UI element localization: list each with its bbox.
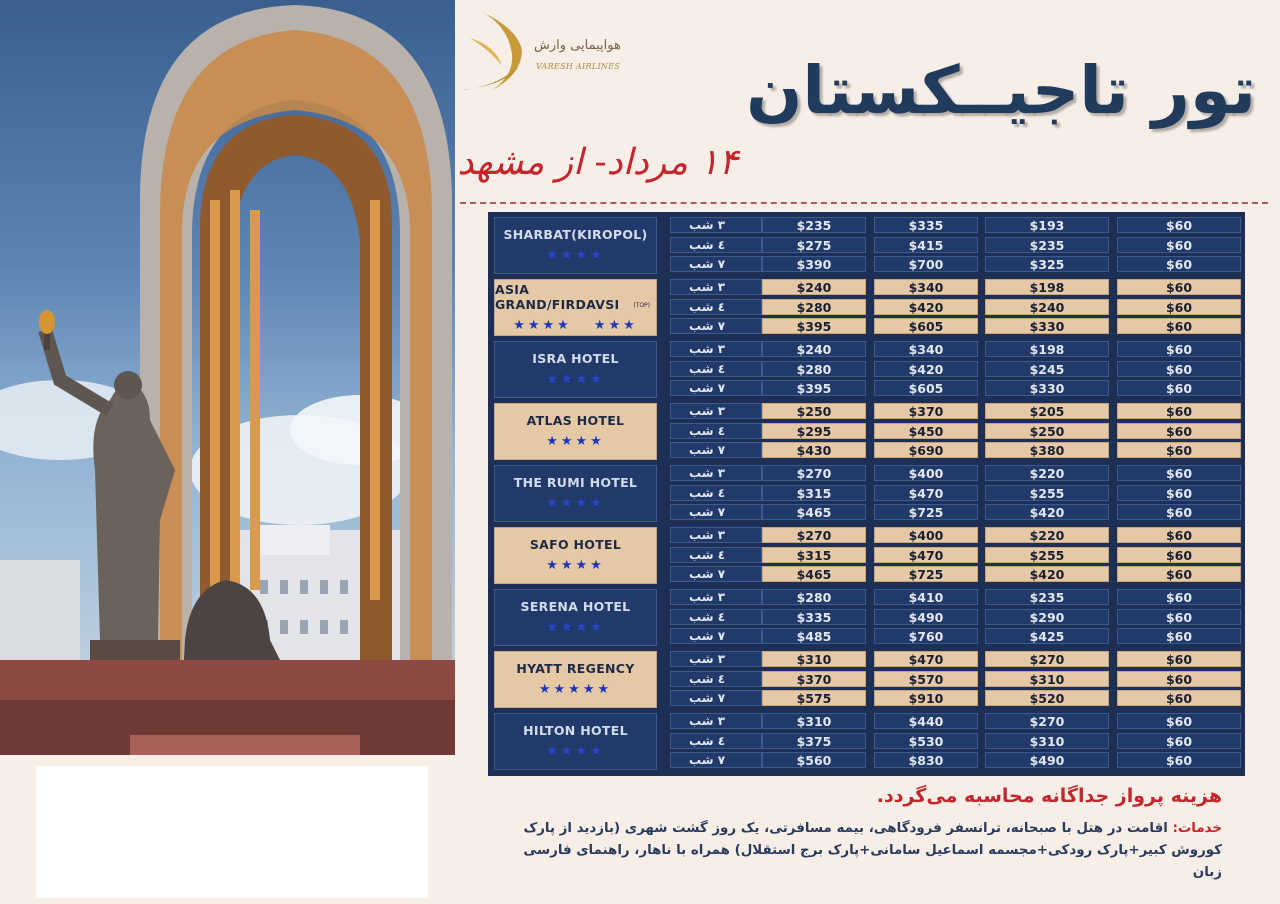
- price-cell: $400: [874, 465, 978, 481]
- services-text: اقامت در هتل با صبحانه، ترانسفر فرودگاهی، بیمه مسافرتی، یک روز گشت شهری (بازدید از پارک کوروش کبیر+پارک رودکی+مجسمه اسماعیل سامانی+پارک برج استقلال) همراه با ناهار، راهنمای فارسی زبان: [523, 821, 1222, 880]
- price-cell: $198: [985, 279, 1109, 295]
- price-cell: $605: [874, 380, 978, 396]
- price-cell: $310: [762, 651, 866, 667]
- monument-illustration: [0, 0, 455, 755]
- nights-cell: ٤ شب: [670, 609, 762, 625]
- nights-cell: ۷ شب: [670, 256, 762, 272]
- stars: ★★★★: [546, 248, 605, 264]
- hotel-name: SAFO HOTEL: [529, 537, 622, 553]
- nights-cell: ٤ شب: [670, 299, 762, 315]
- price-cell: $380: [985, 442, 1109, 458]
- price-cell: $245: [985, 361, 1109, 377]
- hotel-name: THE RUMI HOTEL: [513, 475, 638, 491]
- nights-cell: ۷ شب: [670, 318, 762, 334]
- price-cell: $520: [985, 690, 1109, 706]
- price-cell: $725: [874, 504, 978, 520]
- nights-cell: ٤ شب: [670, 733, 762, 749]
- stars: ★★★★: [546, 434, 605, 450]
- price-cell: $60: [1117, 504, 1241, 520]
- price-cell: $60: [1117, 547, 1241, 563]
- star-rating-icon: [513, 318, 638, 333]
- hotel-name: SHARBAT(KIROPOL): [503, 227, 648, 243]
- price-cell: $575: [762, 690, 866, 706]
- hotel-name-cell: [494, 713, 657, 770]
- nights-cell: ۳ شب: [670, 217, 762, 233]
- price-cell: $60: [1117, 361, 1241, 377]
- dashed-divider: [460, 202, 1268, 204]
- price-cell: $240: [762, 279, 866, 295]
- price-cell: $205: [985, 403, 1109, 419]
- price-cell: $410: [874, 589, 978, 605]
- stars: ★★★★: [513, 317, 572, 333]
- star-rating-icon: [546, 744, 605, 759]
- price-cell: $235: [762, 217, 866, 233]
- price-cell: $270: [762, 527, 866, 543]
- nights-cell: ۳ شب: [670, 341, 762, 357]
- star-rating-icon: [546, 496, 605, 511]
- price-cell: $290: [985, 609, 1109, 625]
- services-label: خدمات:: [1172, 821, 1222, 836]
- price-cell: $60: [1117, 256, 1241, 272]
- price-cell: $315: [762, 547, 866, 563]
- hotel-name: ISRA HOTEL: [532, 351, 619, 367]
- services-description: [506, 818, 1222, 884]
- stars: ★★★★★: [538, 682, 613, 698]
- price-cell: $470: [874, 547, 978, 563]
- price-cell: $465: [762, 504, 866, 520]
- price-cell: $270: [985, 651, 1109, 667]
- price-cell: $220: [985, 527, 1109, 543]
- price-cell: $490: [874, 609, 978, 625]
- nights-cell: ۷ شب: [670, 566, 762, 582]
- nights-cell: ۷ شب: [670, 628, 762, 644]
- price-cell: $390: [762, 256, 866, 272]
- nights-cell: ٤ شب: [670, 485, 762, 501]
- price-cell: $60: [1117, 318, 1241, 334]
- price-cell: $60: [1117, 217, 1241, 233]
- star-rating-icon: [546, 620, 605, 635]
- price-cell: $340: [874, 279, 978, 295]
- price-cell: $60: [1117, 671, 1241, 687]
- nights-cell: ۷ شب: [670, 442, 762, 458]
- price-cell: $370: [762, 671, 866, 687]
- price-cell: $198: [985, 341, 1109, 357]
- price-cell: $275: [762, 237, 866, 253]
- hotel-name-cell: [494, 217, 657, 274]
- price-cell: $400: [874, 527, 978, 543]
- hotel-name-cell: [494, 465, 657, 522]
- nights-cell: ۳ شب: [670, 465, 762, 481]
- price-cell: $330: [985, 380, 1109, 396]
- price-cell: $60: [1117, 752, 1241, 768]
- price-cell: $60: [1117, 423, 1241, 439]
- price-cell: $280: [762, 299, 866, 315]
- price-cell: $60: [1117, 237, 1241, 253]
- airline-name-en: VARESH AIRLINES: [536, 62, 621, 71]
- hotel-name-cell: [494, 651, 657, 708]
- nights-cell: ۳ شب: [670, 713, 762, 729]
- blank-panel: [36, 766, 428, 898]
- hotel-name-cell: [494, 527, 657, 584]
- hotel-name-cell: [494, 589, 657, 646]
- price-cell: $220: [985, 465, 1109, 481]
- price-cell: $420: [874, 299, 978, 315]
- price-cell: $725: [874, 566, 978, 582]
- price-cell: $250: [762, 403, 866, 419]
- price-cell: $490: [985, 752, 1109, 768]
- price-cell: $60: [1117, 465, 1241, 481]
- hotel-block: [488, 713, 1245, 772]
- price-cell: $60: [1117, 527, 1241, 543]
- hotel-name: HILTON HOTEL: [523, 723, 628, 739]
- price-cell: $255: [985, 485, 1109, 501]
- price-cell: $60: [1117, 442, 1241, 458]
- price-cell: $470: [874, 485, 978, 501]
- price-cell: $60: [1117, 628, 1241, 644]
- hotel-block: [488, 527, 1245, 586]
- price-cell: $760: [874, 628, 978, 644]
- price-cell: $255: [985, 547, 1109, 563]
- price-cell: $430: [762, 442, 866, 458]
- hotel-name: ATLAS HOTEL: [526, 413, 625, 429]
- stars: ★★★★: [546, 558, 605, 574]
- price-cell: $570: [874, 671, 978, 687]
- star-rating-icon: [546, 372, 605, 387]
- stars: ★★★★: [546, 744, 605, 760]
- stars: ★★★★: [546, 496, 605, 512]
- hotel-name: HYATT REGENCY: [516, 661, 635, 677]
- nights-cell: ۳ شب: [670, 403, 762, 419]
- price-cell: $335: [762, 609, 866, 625]
- price-cell: $450: [874, 423, 978, 439]
- bird-logo-icon: [462, 8, 532, 94]
- price-cell: $60: [1117, 380, 1241, 396]
- price-cell: $60: [1117, 279, 1241, 295]
- price-cell: $193: [985, 217, 1109, 233]
- star-rating-icon: [539, 682, 612, 697]
- hotel-name: ASIA GRAND/FIRDAVSI: [495, 281, 620, 312]
- hotel-name-cell: [494, 341, 657, 398]
- hotel-name-cell: [494, 279, 657, 336]
- price-cell: $310: [985, 733, 1109, 749]
- price-cell: $240: [762, 341, 866, 357]
- nights-cell: ٤ شب: [670, 423, 762, 439]
- nights-cell: ۷ شب: [670, 504, 762, 520]
- stars: ★★★★: [546, 372, 605, 388]
- stars-secondary: ★★★: [593, 317, 638, 333]
- hotel-block: [488, 465, 1245, 524]
- price-cell: $415: [874, 237, 978, 253]
- airline-logo: [462, 8, 622, 94]
- hotel-block: [488, 341, 1245, 400]
- price-cell: $335: [874, 217, 978, 233]
- nights-cell: ٤ شب: [670, 361, 762, 377]
- nights-cell: ۳ شب: [670, 589, 762, 605]
- price-cell: $235: [985, 237, 1109, 253]
- price-cell: $605: [874, 318, 978, 334]
- price-cell: $60: [1117, 733, 1241, 749]
- price-cell: $395: [762, 380, 866, 396]
- price-cell: $60: [1117, 566, 1241, 582]
- monument-photo: [0, 0, 455, 755]
- star-rating-icon: [546, 434, 605, 449]
- price-cell: $310: [985, 671, 1109, 687]
- price-cell: $315: [762, 485, 866, 501]
- price-cell: $830: [874, 752, 978, 768]
- tour-date-origin: ۱۴ مرداد- از مشهد: [457, 142, 738, 183]
- price-cell: $910: [874, 690, 978, 706]
- nights-cell: ۳ شب: [670, 279, 762, 295]
- price-cell: $420: [985, 566, 1109, 582]
- hotel-block: [488, 217, 1245, 276]
- price-cell: $690: [874, 442, 978, 458]
- price-cell: $270: [762, 465, 866, 481]
- price-cell: $295: [762, 423, 866, 439]
- price-cell: $270: [985, 713, 1109, 729]
- price-cell: $250: [985, 423, 1109, 439]
- hotel-block: [488, 403, 1245, 462]
- price-cell: $560: [762, 752, 866, 768]
- price-cell: $60: [1117, 589, 1241, 605]
- star-rating-icon: [546, 248, 605, 263]
- nights-cell: ۷ شب: [670, 380, 762, 396]
- nights-cell: ٤ شب: [670, 237, 762, 253]
- price-cell: $530: [874, 733, 978, 749]
- price-cell: $370: [874, 403, 978, 419]
- price-cell: $240: [985, 299, 1109, 315]
- price-cell: $465: [762, 566, 866, 582]
- page-title: تور تاجیــکستان: [746, 52, 1256, 129]
- top-note: (TOP): [633, 302, 650, 309]
- stars: ★★★★: [546, 620, 605, 636]
- price-cell: $60: [1117, 713, 1241, 729]
- star-rating-icon: [546, 558, 605, 573]
- nights-cell: ۳ شب: [670, 651, 762, 667]
- nights-cell: ٤ شب: [670, 671, 762, 687]
- price-cell: $330: [985, 318, 1109, 334]
- flight-cost-note: هزینه پرواز جداگانه محاسبه می‌گردد.: [876, 785, 1222, 807]
- hotel-name-cell: [494, 403, 657, 460]
- price-cell: $375: [762, 733, 866, 749]
- price-cell: $440: [874, 713, 978, 729]
- hotel-block: [488, 651, 1245, 710]
- price-cell: $420: [985, 504, 1109, 520]
- price-cell: $395: [762, 318, 866, 334]
- price-cell: $340: [874, 341, 978, 357]
- price-cell: $310: [762, 713, 866, 729]
- price-cell: $60: [1117, 299, 1241, 315]
- price-cell: $60: [1117, 403, 1241, 419]
- price-cell: $420: [874, 361, 978, 377]
- nights-cell: ۷ شب: [670, 690, 762, 706]
- pricing-table: [488, 212, 1245, 776]
- price-cell: $60: [1117, 690, 1241, 706]
- nights-cell: ۷ شب: [670, 752, 762, 768]
- hotel-block: [488, 589, 1245, 648]
- price-cell: $280: [762, 589, 866, 605]
- price-cell: $60: [1117, 609, 1241, 625]
- nights-cell: ۳ شب: [670, 527, 762, 543]
- price-cell: $425: [985, 628, 1109, 644]
- hotel-block: [488, 279, 1245, 338]
- nights-cell: ٤ شب: [670, 547, 762, 563]
- airline-name-fa: هواپیمایی وارش: [534, 38, 621, 53]
- hotel-name: SERENA HOTEL: [520, 599, 631, 615]
- price-cell: $60: [1117, 485, 1241, 501]
- price-cell: $470: [874, 651, 978, 667]
- price-cell: $485: [762, 628, 866, 644]
- price-cell: $235: [985, 589, 1109, 605]
- price-cell: $60: [1117, 341, 1241, 357]
- price-cell: $325: [985, 256, 1109, 272]
- price-cell: $700: [874, 256, 978, 272]
- price-cell: $60: [1117, 651, 1241, 667]
- price-cell: $280: [762, 361, 866, 377]
